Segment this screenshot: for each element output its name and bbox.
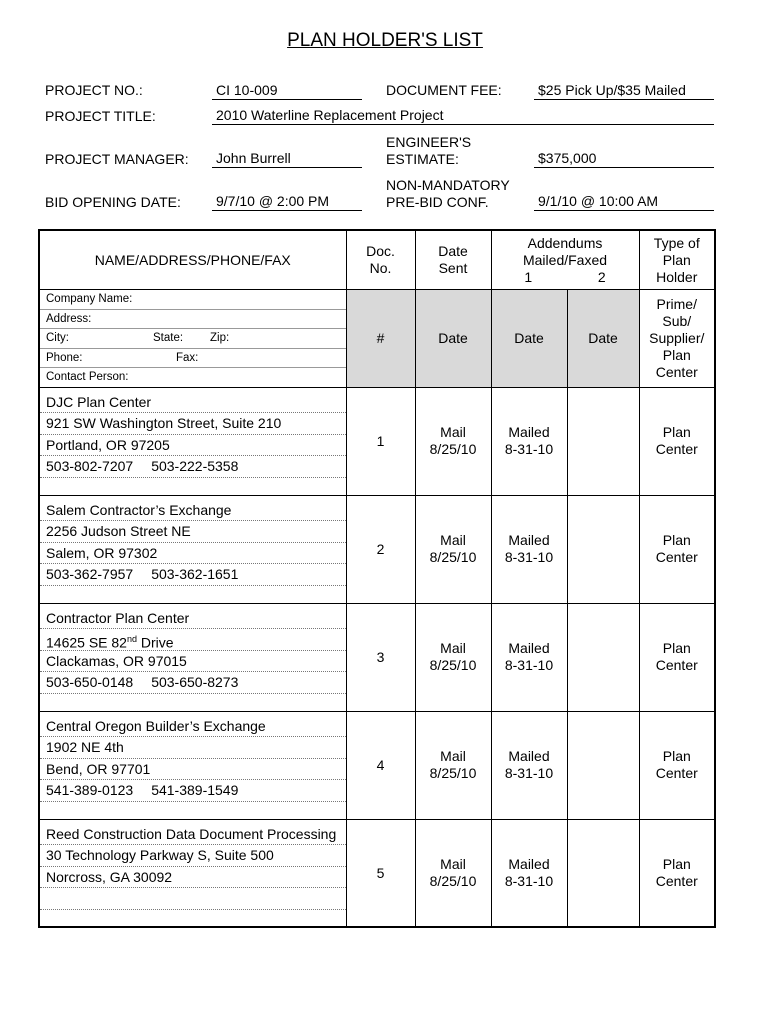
addendum-2 [567, 819, 639, 927]
company-phone: 503-362-7957 [46, 566, 134, 582]
date-sent [415, 603, 491, 711]
company-address-suffix: nd [126, 634, 137, 644]
addendum-1-method: Mailed [508, 640, 550, 656]
col-header-addendums [491, 230, 639, 290]
project-title-field[interactable]: 2010 Waterline Replacement Project [212, 107, 714, 125]
engineers-estimate-field[interactable]: $375,000 [534, 150, 714, 168]
company-name[interactable]: Salem Contractor’s Exchange [40, 500, 346, 522]
col-header-type [639, 230, 715, 290]
col-header-doc [346, 230, 415, 290]
template-zip: Zip: [210, 332, 230, 344]
template-type-line3: Supplier/ [649, 329, 705, 346]
project-manager-field[interactable]: John Burrell [212, 150, 362, 168]
template-fax: Fax: [176, 351, 199, 364]
prebid-label-line1: NON-MANDATORY [386, 177, 510, 193]
company-phone-fax[interactable] [40, 456, 346, 478]
date-sent [415, 819, 491, 927]
project-title-label: PROJECT TITLE: [45, 108, 156, 124]
date-sent-method: Mail [440, 640, 466, 656]
date-sent-value: 8/25/10 [429, 765, 477, 781]
addendum-1-method: Mailed [508, 855, 550, 872]
template-contact: Contact Person: [46, 371, 129, 383]
project-no-label: PROJECT NO.: [45, 82, 143, 98]
col-header-date-line2: Sent [438, 260, 468, 276]
date-sent-method: Mail [440, 424, 466, 440]
holder-type-line2: Center [655, 549, 698, 565]
addendum-1-method: Mailed [508, 424, 550, 440]
addendum-2 [567, 711, 639, 819]
template-type-line5: Center [655, 363, 698, 380]
company-address-street: Drive [136, 634, 174, 651]
col-header-doc-line2: No. [369, 260, 392, 276]
holder-info-cell [39, 495, 346, 603]
project-no-field[interactable]: CI 10-009 [212, 82, 362, 100]
template-phone-line [40, 349, 346, 369]
holder-type [639, 711, 715, 819]
company-city[interactable]: Portland, OR 97205 [40, 435, 346, 457]
company-phone-fax[interactable] [40, 672, 346, 694]
table-row [39, 711, 715, 819]
col-header-addendum-2: 2 [597, 268, 606, 285]
col-header-addendums-line1: Addendums [527, 234, 603, 251]
doc-number: 2 [346, 495, 415, 603]
col-header-addendum-1: 1 [524, 268, 533, 285]
holder-type-line2: Center [655, 657, 698, 673]
date-sent-value: 8/25/10 [429, 657, 477, 673]
addendum-1-date: 8-31-10 [504, 441, 554, 457]
company-phone: 503-650-0148 [46, 674, 134, 690]
date-sent [415, 495, 491, 603]
project-manager-label: PROJECT MANAGER: [45, 151, 189, 167]
company-fax: 503-362-1651 [151, 566, 239, 582]
prebid-field[interactable]: 9/1/10 @ 10:00 AM [534, 193, 714, 211]
holder-type-line1: Plan [662, 424, 691, 440]
holder-type [639, 603, 715, 711]
table-header-row [39, 230, 715, 290]
holder-type-line1: Plan [662, 532, 691, 548]
holder-type [639, 495, 715, 603]
holder-info-cell [39, 819, 346, 927]
company-city[interactable]: Salem, OR 97302 [40, 543, 346, 565]
addendum-1-date: 8-31-10 [504, 549, 554, 565]
table-row [39, 819, 715, 927]
col-header-name: NAME/ADDRESS/PHONE/FAX [39, 230, 346, 290]
company-name[interactable]: Reed Construction Data Document Processing [40, 824, 346, 846]
template-city-line [40, 329, 346, 349]
company-name[interactable]: Contractor Plan Center [40, 608, 346, 630]
company-address[interactable]: 30 Technology Parkway S, Suite 500 [40, 845, 346, 867]
date-sent-value: 8/25/10 [429, 441, 477, 457]
company-name[interactable]: Central Oregon Builder’s Exchange [40, 716, 346, 738]
template-date: Date [415, 290, 491, 388]
template-add1: Date [491, 290, 567, 388]
template-type-line2: Sub/ [662, 312, 692, 329]
date-sent [415, 711, 491, 819]
addendum-1 [491, 387, 567, 495]
doc-number: 5 [346, 819, 415, 927]
holder-type-line2: Center [655, 765, 698, 781]
addendum-1-date: 8-31-10 [504, 657, 554, 673]
template-type-line1: Prime/ [656, 295, 697, 312]
addendum-2 [567, 603, 639, 711]
addendum-1 [491, 819, 567, 927]
addendum-1-date: 8-31-10 [504, 872, 554, 889]
table-row [39, 495, 715, 603]
plan-holder-table [38, 229, 716, 928]
addendum-1 [491, 495, 567, 603]
page-title: PLAN HOLDER'S LIST [287, 30, 483, 51]
date-sent-value: 8/25/10 [429, 549, 477, 565]
addendum-2 [567, 387, 639, 495]
template-doc: # [346, 290, 415, 388]
company-city[interactable]: Norcross, GA 30092 [40, 867, 346, 889]
addendum-1-method: Mailed [508, 532, 550, 548]
holder-type-line1: Plan [662, 855, 691, 872]
holder-type-line2: Center [655, 872, 698, 889]
company-address-main: 14625 SE 82 [46, 634, 127, 651]
holder-info-cell [39, 387, 346, 495]
date-sent-method: Mail [440, 855, 466, 872]
engineers-estimate-label-line1: ENGINEER'S [386, 134, 472, 150]
date-sent-method: Mail [440, 748, 466, 764]
company-address[interactable]: 921 SW Washington Street, Suite 210 [40, 413, 346, 435]
col-header-type-line2: Plan [662, 251, 691, 268]
doc-number: 4 [346, 711, 415, 819]
company-city[interactable]: Clackamas, OR 97015 [40, 651, 346, 673]
engineers-estimate-label [386, 134, 471, 168]
template-company: Company Name: [40, 290, 346, 310]
col-header-date [415, 230, 491, 290]
engineers-estimate-label-line2: ESTIMATE: [386, 151, 459, 167]
prebid-label [386, 177, 510, 211]
col-header-doc-line1: Doc. [366, 243, 395, 259]
date-sent [415, 387, 491, 495]
doc-number: 3 [346, 603, 415, 711]
holder-info-cell [39, 711, 346, 819]
template-address: Address: [40, 310, 346, 330]
col-header-type-line3: Holder [656, 268, 698, 285]
bid-opening-field[interactable]: 9/7/10 @ 2:00 PM [212, 193, 362, 211]
company-phone-fax[interactable] [40, 564, 346, 586]
col-header-addendums-line2: Mailed/Faxed [522, 251, 608, 268]
company-phone-fax[interactable] [40, 888, 346, 910]
template-type-line4: Plan [662, 346, 691, 363]
addendum-1 [491, 711, 567, 819]
date-sent-value: 8/25/10 [429, 872, 477, 889]
company-phone: 541-389-0123 [46, 782, 134, 798]
document-fee-label: DOCUMENT FEE: [386, 82, 502, 98]
template-phone: Phone: [46, 351, 83, 364]
company-fax: 541-389-1549 [151, 782, 239, 798]
addendum-1-method: Mailed [508, 748, 550, 764]
addendum-1 [491, 603, 567, 711]
holder-type [639, 387, 715, 495]
template-add2: Date [567, 290, 639, 388]
holder-type [639, 819, 715, 927]
template-type [639, 290, 715, 388]
holder-info-cell [39, 603, 346, 711]
template-state: State: [153, 332, 184, 344]
company-phone: 503-802-7207 [46, 458, 134, 474]
template-city: City: [46, 332, 69, 344]
addendum-2 [567, 495, 639, 603]
template-row [39, 290, 715, 388]
doc-number: 1 [346, 387, 415, 495]
holder-type-line1: Plan [662, 748, 691, 764]
company-city[interactable]: Bend, OR 97701 [40, 759, 346, 781]
company-name[interactable]: DJC Plan Center [40, 392, 346, 414]
company-phone-fax[interactable] [40, 780, 346, 802]
prebid-label-line2: PRE-BID CONF. [386, 194, 489, 210]
document-fee-field[interactable]: $25 Pick Up/$35 Mailed [534, 82, 714, 100]
table-row [39, 603, 715, 711]
col-header-date-line1: Date [438, 243, 468, 259]
col-header-type-line1: Type of [653, 234, 700, 251]
bid-opening-label: BID OPENING DATE: [45, 194, 181, 210]
company-address[interactable]: 2256 Judson Street NE [40, 521, 346, 543]
company-fax: 503-650-8273 [151, 674, 239, 690]
holder-type-line1: Plan [662, 640, 691, 656]
holder-type-line2: Center [655, 441, 698, 457]
date-sent-method: Mail [440, 532, 466, 548]
company-address[interactable]: 1902 NE 4th [40, 737, 346, 759]
addendum-1-date: 8-31-10 [504, 765, 554, 781]
template-name-cell [39, 290, 346, 388]
company-address[interactable] [40, 629, 346, 651]
table-row [39, 387, 715, 495]
company-fax: 503-222-5358 [151, 458, 239, 474]
